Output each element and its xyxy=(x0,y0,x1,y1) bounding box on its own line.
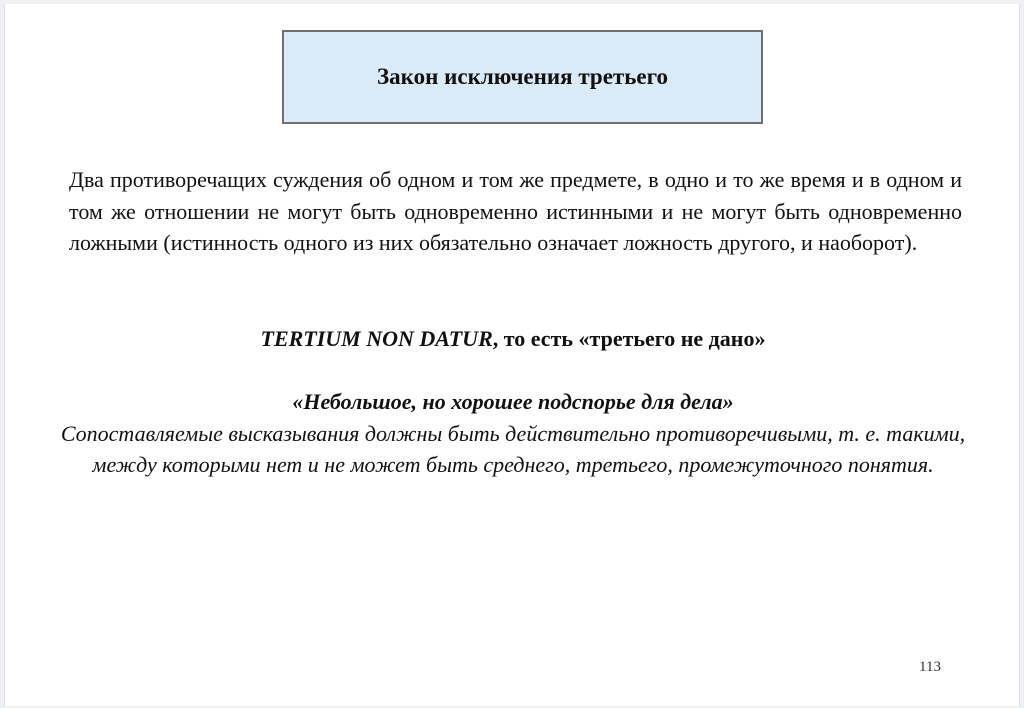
latin-translation: , то есть «третьего не дано» xyxy=(492,326,766,351)
law-definition: Два противоречащих суждения об одном и том же предмете, в одно и то же время и в одном и том же отношении не могут быть одновременно истинными и не могут быть одновременно ложными (истинность одного из них обязательно означает ложность другого, и наоборот). xyxy=(69,167,962,255)
slide xyxy=(4,4,1020,706)
title-box xyxy=(282,30,763,124)
page-number: 113 xyxy=(919,659,941,675)
latin-formula xyxy=(5,326,1021,352)
slide-title: Закон исключения третьего xyxy=(377,64,668,89)
quote-block xyxy=(45,386,981,481)
explanation-text: Сопоставляемые высказывания должны быть действительно противоречивыми, т. е. такими, между которыми нет и не может быть среднего, третьего, промежуточного понятия. xyxy=(60,420,966,477)
quote-title: «Небольшое, но хорошее подспорье для дела» xyxy=(292,389,734,414)
latin-phrase: TERTIUM NON DATUR xyxy=(260,326,493,351)
